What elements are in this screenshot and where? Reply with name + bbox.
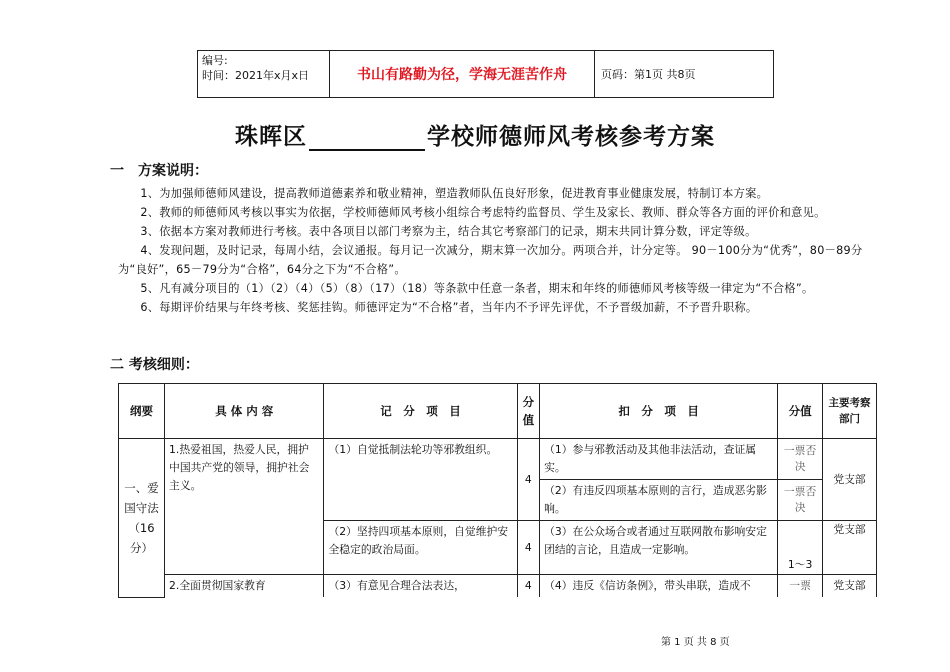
deduct-points-2: 一票否决	[778, 480, 823, 521]
paragraph-1: 1、为加强师德师风建设，提高教师道德素养和敬业精神，塑造教师队伍良好形象，促进教育事业健康发展，特制订本方案。	[140, 187, 769, 200]
table-row	[119, 439, 877, 480]
content-cell-2: 2.全面贯彻国家教育	[165, 575, 324, 598]
deduct-points-1: 一票否决	[778, 439, 823, 480]
section2-heading: 二 考核细则：	[110, 357, 199, 373]
col-content: 具 体 内 容	[165, 384, 324, 439]
col-deduct-points: 分值	[778, 384, 823, 439]
header-box	[197, 50, 774, 98]
points-3: 4	[517, 575, 539, 598]
col-score-items: 记 分 项 目	[324, 384, 517, 439]
paragraph-4: 4、发现问题，及时记录，每周小结，会议通报。每月记一次减分，期末算一次加分。两项合并，计分定等。 90－100分为“优秀”，80－89分为“良好”，65－79分为“合格”，64分之下为“不合格”。	[118, 244, 863, 276]
score-item-1: （1）自觉抵制法轮功等邪教组织。	[324, 439, 517, 521]
score-item-3: （3）有意见合理合法表达，	[324, 575, 517, 598]
content-cell: 1.热爱祖国，热爱人民，拥护中国共产党的领导，拥护社会主义。	[165, 439, 324, 575]
deduct-item-4: （4）违反《信访条例》，带头串联，造成不	[540, 575, 778, 598]
section1-body	[118, 184, 874, 317]
points-2: 4	[517, 521, 539, 575]
col-outline: 纲要	[119, 384, 165, 439]
number-label: 编号:	[202, 54, 228, 67]
header-page: 页码：第1页 共8页	[601, 68, 696, 81]
section1-heading: 一 方案说明：	[110, 163, 208, 179]
document-title	[0, 118, 950, 151]
col-deduct-items: 扣 分 项 目	[540, 384, 778, 439]
assessment-table	[118, 383, 877, 598]
header-meta	[198, 51, 330, 97]
outline-cell: 一、爱国守法（16分）	[119, 439, 165, 598]
dept-3: 党支部	[823, 521, 877, 575]
deduct-points-4: 一票	[778, 575, 823, 598]
title-blank-line	[309, 127, 425, 151]
table-row	[119, 575, 877, 598]
title-suffix: 学校师德师风考核参考方案	[427, 124, 715, 150]
col-points: 分值	[517, 384, 539, 439]
dept-1: 党支部	[823, 439, 877, 521]
deduct-points-3: 1～3	[778, 521, 823, 575]
paragraph-5: 5、凡有减分项目的（1）（2）（4）（5）（8）（17）（18）等条款中任意一条者，期末和年终的师德师风考核等级一律定为“不合格”。	[140, 282, 814, 295]
paragraph-2: 2、教师的师德师风考核以事实为依据，学校师德师风考核小组综合考虑特约监督员、学生及家长、教师、群众等各方面的评价和意见。	[140, 206, 826, 219]
points-1: 4	[517, 439, 539, 521]
page-footer: 第 1 页 共 8 页	[661, 637, 730, 648]
table-header-row	[119, 384, 877, 439]
deduct-item-1: （1）参与邪教活动及其他非法活动，查证属实。	[540, 439, 778, 480]
paragraph-3: 3、依据本方案对教师进行考核。表中各项目以部门考察为主，结合其它考察部门的记录，期末共同计算分数，评定等级。	[140, 225, 757, 238]
time-label: 时间：2021年x月x日	[202, 69, 310, 82]
title-prefix: 珠晖区	[235, 124, 307, 150]
header-motto: 书山有路勤为径，学海无涯苦作舟	[330, 51, 595, 97]
deduct-item-3: （3）在公众场合或者通过互联网散布影响安定团结的言论，且造成一定影响。	[540, 521, 778, 575]
col-dept: 主要考察部门	[823, 384, 877, 439]
score-item-2: （2）坚持四项基本原则，自觉维护安全稳定的政治局面。	[324, 521, 517, 575]
deduct-item-2: （2）有违反四项基本原则的言行，造成恶劣影响。	[540, 480, 778, 521]
paragraph-6: 6、每期评价结果与年终考核、奖惩挂钩。师德评定为“不合格”者，当年内不予评先评优，不予晋级加薪，不予晋升职称。	[140, 301, 758, 314]
dept-4: 党支部	[823, 575, 877, 598]
